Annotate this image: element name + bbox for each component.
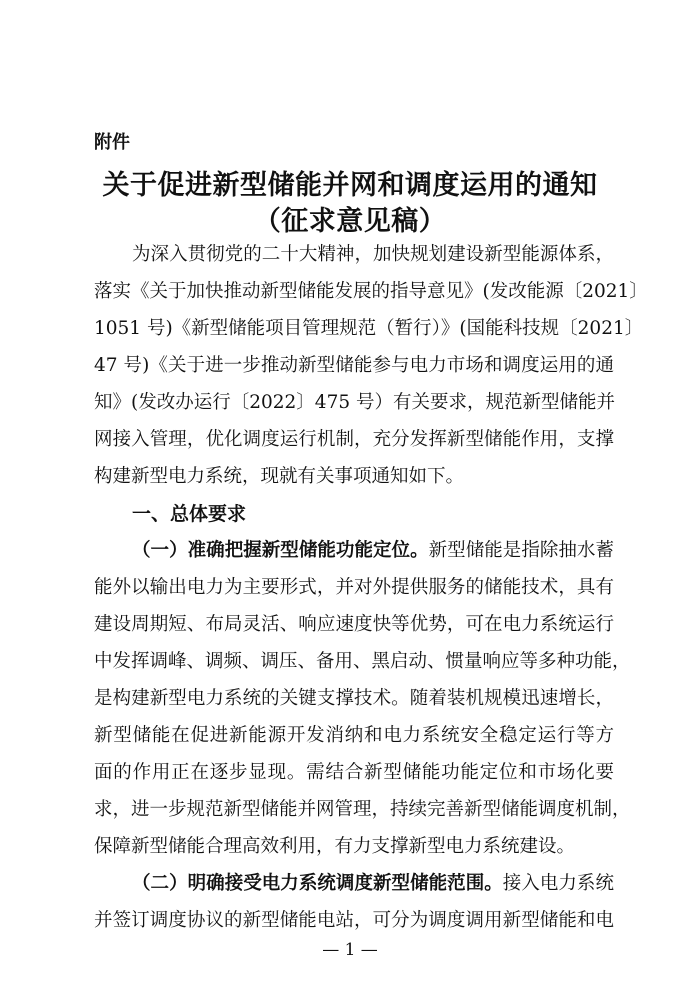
paragraph-line — [94, 869, 614, 895]
intro-line: 构建新型电力系统，现就有关事项通知如下。 — [94, 466, 465, 487]
paragraph-line: 中发挥调峰、调频、调压、备用、黑启动、惯量响应等多种功能， — [94, 651, 631, 672]
paragraph-line: 能外以输出电力为主要形式，并对外提供服务的储能技术，具有 — [94, 577, 614, 598]
paragraph-text: 接入电力系统 — [502, 873, 614, 894]
intro-line: 落实《关于加快推动新型储能发展的指导意见》(发改能源〔2021〕 — [94, 281, 648, 302]
paragraph-line: 建设周期短、布局灵活、响应速度快等优势，可在电力系统运行 — [94, 614, 614, 635]
subsection-heading: （一）准确把握新型储能功能定位。 — [132, 540, 429, 561]
intro-line: 知》(发改办运行〔2022〕475 号）有关要求，规范新型储能并 — [94, 392, 615, 413]
paragraph-line: 是构建新型电力系统的关键支撑技术。随着装机规模迅速增长， — [94, 688, 614, 709]
paragraph-line: 求，进一步规范新型储能并网管理，持续完善新型储能调度机制， — [94, 799, 631, 820]
intro-line: 47 号)《关于进一步推动新型储能参与电力市场和调度运用的通 — [94, 355, 614, 376]
intro-line: 为深入贯彻党的二十大精神，加快规划建设新型能源体系， — [132, 244, 614, 265]
page-number: — 1 — — [322, 940, 378, 960]
section-heading: 一、总体要求 — [132, 503, 247, 525]
paragraph-line: 并签订调度协议的新型储能电站，可分为调度调用新型储能和电 — [94, 910, 614, 931]
paragraph-line — [94, 536, 614, 562]
paragraph-text: 新型储能是指除抽水蓄 — [428, 540, 614, 561]
intro-line: 1051 号)《新型储能项目管理规范（暂行）》(国能科技规〔2021〕 — [94, 318, 644, 339]
subsection-heading: （二）明确接受电力系统调度新型储能范围。 — [132, 873, 503, 894]
attachment-label: 附件 — [94, 132, 130, 153]
document-subtitle: （征求意见稿） — [253, 206, 447, 237]
document-title: 关于促进新型储能并网和调度运用的通知 — [102, 170, 598, 201]
paragraph-line: 面的作用正在逐步显现。需结合新型储能功能定位和市场化要 — [94, 762, 614, 783]
paragraph-line: 保障新型储能合理高效利用，有力支撑新型电力系统建设。 — [94, 836, 576, 857]
intro-line: 网接入管理，优化调度运行机制，充分发挥新型储能作用，支撑 — [94, 429, 614, 450]
paragraph-line: 新型储能在促进新能源开发消纳和电力系统安全稳定运行等方 — [94, 725, 614, 746]
